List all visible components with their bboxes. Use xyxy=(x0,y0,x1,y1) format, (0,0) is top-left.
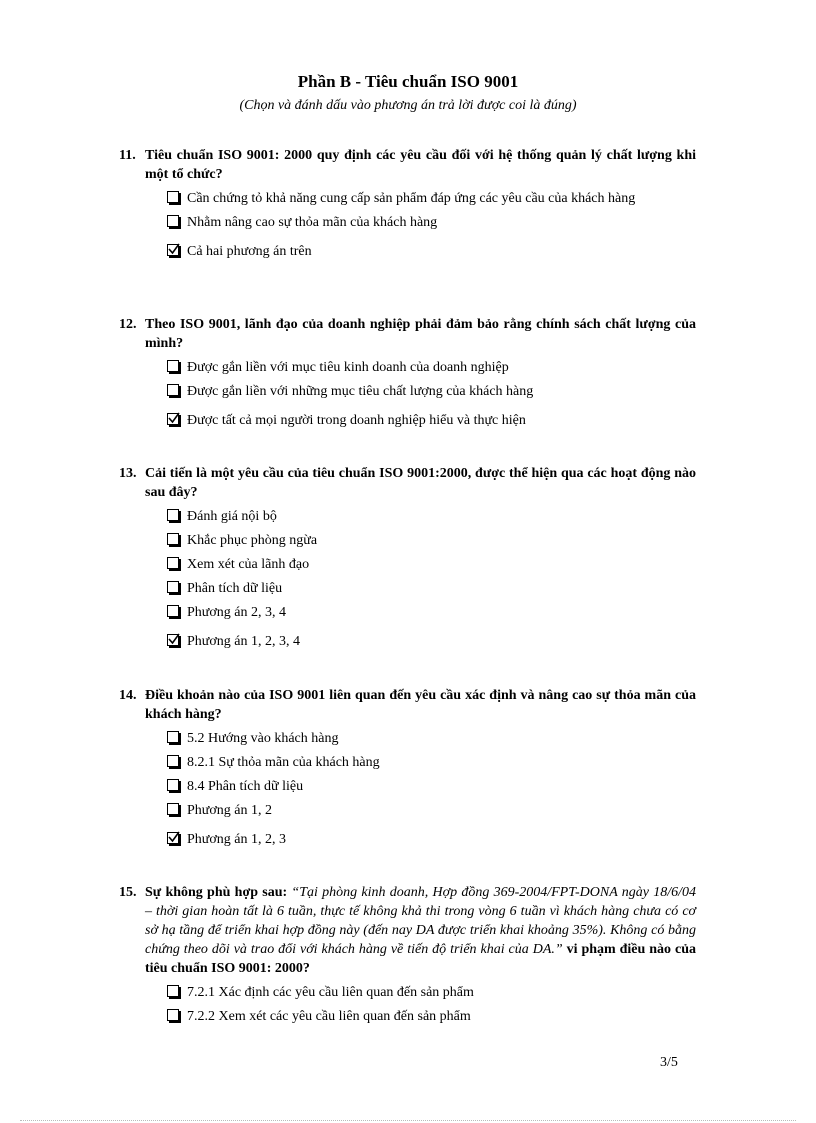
checkbox-icon[interactable] xyxy=(167,533,179,545)
checkbox-icon[interactable] xyxy=(167,1009,179,1021)
question-text: Cải tiến là một yêu cầu của tiêu chuẩn ISO 9001:2000, được thể hiện qua các hoạt động nào sau đây? xyxy=(145,466,696,500)
question-text: Theo ISO 9001, lãnh đạo của doanh nghiệp phải đảm bảo rằng chính sách chất lượng của mình? xyxy=(145,317,696,351)
checkbox-icon[interactable] xyxy=(167,755,179,767)
question-number: 14. xyxy=(119,688,137,703)
option[interactable]: Xem xét của lãnh đạo xyxy=(167,555,696,574)
question-quote: “Tại phòng kinh doanh, Hợp đồng 369-2004/FPT-DONA ngày 18/6/04 – thời gian hoàn tất là 6 tuần, thực tế không khả thi trong vòng 6 tuần vì khách hàng chưa có cơ sở hạ tầng để triển khai hợp đồng này (đến nay DA được triển khai khoảng 35%). Không có bằng chứng theo dõi và trao đổi với khách hàng về tiến độ triển khai của DA.” xyxy=(145,885,697,957)
checkbox-icon[interactable] xyxy=(167,779,179,791)
question-13 xyxy=(119,464,696,656)
checkbox-icon[interactable] xyxy=(167,557,179,569)
question-14 xyxy=(119,686,696,854)
option[interactable]: 5.2 Hướng vào khách hàng xyxy=(167,729,696,748)
checked-checkbox-icon[interactable] xyxy=(167,634,179,646)
question-text-suffix: vi phạm điều nào của tiêu chuẩn ISO 9001: 2000? xyxy=(145,942,696,976)
option[interactable]: 7.2.1 Xác định các yêu cầu liên quan đến sản phẩm xyxy=(167,983,696,1002)
checked-checkbox-icon[interactable] xyxy=(167,244,179,256)
option[interactable]: Được tất cả mọi người trong doanh nghiệp hiểu và thực hiện xyxy=(167,411,696,430)
checkbox-icon[interactable] xyxy=(167,803,179,815)
options-list xyxy=(167,507,696,651)
question-text: Tiêu chuẩn ISO 9001: 2000 quy định các yêu cầu đối với hệ thống quản lý chất lượng khi một tổ chức? xyxy=(145,148,696,182)
checked-checkbox-icon[interactable] xyxy=(167,832,179,844)
question-15 xyxy=(119,883,696,1031)
option[interactable]: Phương án 2, 3, 4 xyxy=(167,603,696,622)
page-number: 3/5 xyxy=(660,1055,678,1070)
options-list xyxy=(167,358,696,430)
checkbox-icon[interactable] xyxy=(167,581,179,593)
option[interactable]: Cả hai phương án trên xyxy=(167,242,696,261)
checkbox-icon[interactable] xyxy=(167,191,179,203)
checked-checkbox-icon[interactable] xyxy=(167,413,179,425)
checkbox-icon[interactable] xyxy=(167,509,179,521)
option[interactable]: 8.2.1 Sự thỏa mãn của khách hàng xyxy=(167,753,696,772)
option[interactable]: Đánh giá nội bộ xyxy=(167,507,696,526)
option[interactable]: Nhằm nâng cao sự thỏa mãn của khách hàng xyxy=(167,213,696,232)
question-number: 11. xyxy=(119,148,136,163)
question-11 xyxy=(119,146,696,266)
checkbox-icon[interactable] xyxy=(167,384,179,396)
question-text-prefix: Sự không phù hợp sau: xyxy=(145,885,292,900)
checkbox-icon[interactable] xyxy=(167,985,179,997)
option[interactable]: Phương án 1, 2, 3, 4 xyxy=(167,632,696,651)
options-list xyxy=(167,729,696,849)
page-title: Phần B - Tiêu chuẩn ISO 9001 xyxy=(297,72,519,91)
option[interactable]: Khắc phục phòng ngừa xyxy=(167,531,696,550)
question-12 xyxy=(119,315,696,435)
options-list xyxy=(167,983,696,1026)
question-text: Điều khoản nào của ISO 9001 liên quan đến yêu cầu xác định và nâng cao sự thỏa mãn của khách hàng? xyxy=(145,688,696,722)
options-list xyxy=(167,189,696,261)
option[interactable]: 7.2.2 Xem xét các yêu cầu liên quan đến sản phẩm xyxy=(167,1007,696,1026)
question-number: 15. xyxy=(119,885,137,900)
option[interactable]: 8.4 Phân tích dữ liệu xyxy=(167,777,696,796)
page-subtitle: (Chọn và đánh dấu vào phương án trả lời được coi là đúng) xyxy=(239,98,577,113)
question-number: 12. xyxy=(119,317,137,332)
option[interactable]: Cần chứng tỏ khả năng cung cấp sản phẩm đáp ứng các yêu cầu của khách hàng xyxy=(167,189,696,208)
option[interactable]: Được gắn liền với những mục tiêu chất lượng của khách hàng xyxy=(167,382,696,401)
option[interactable]: Phương án 1, 2 xyxy=(167,801,696,820)
question-number: 13. xyxy=(119,466,137,481)
option[interactable]: Được gắn liền với mục tiêu kinh doanh của doanh nghiệp xyxy=(167,358,696,377)
page-divider xyxy=(20,1120,796,1121)
option[interactable]: Phân tích dữ liệu xyxy=(167,579,696,598)
checkbox-icon[interactable] xyxy=(167,215,179,227)
checkbox-icon[interactable] xyxy=(167,731,179,743)
option[interactable]: Phương án 1, 2, 3 xyxy=(167,830,696,849)
checkbox-icon[interactable] xyxy=(167,360,179,372)
checkbox-icon[interactable] xyxy=(167,605,179,617)
question-text xyxy=(145,883,696,978)
